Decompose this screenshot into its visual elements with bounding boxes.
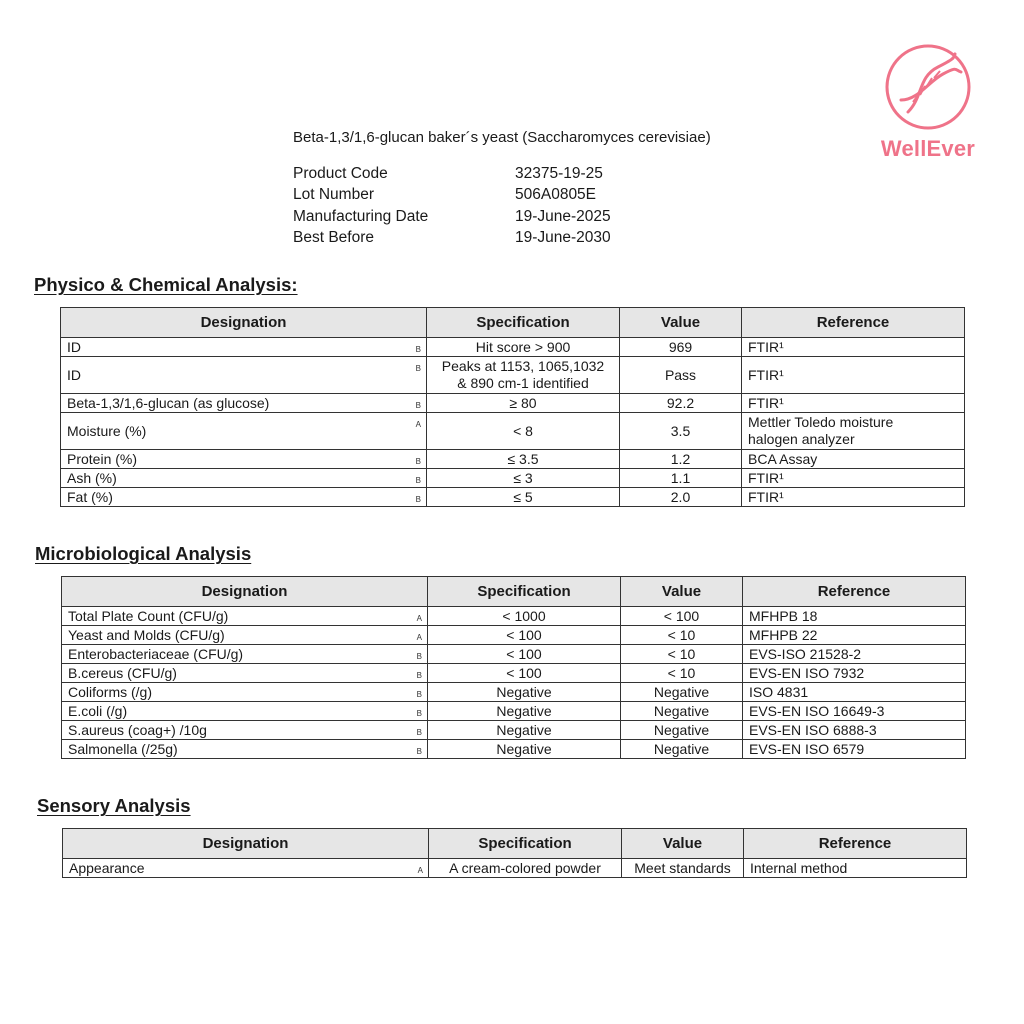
method-mark: B — [416, 747, 422, 756]
reference-cell — [743, 740, 966, 759]
value-cell — [621, 721, 743, 740]
method-mark: A — [416, 633, 422, 642]
designation-text: Enterobacteriaceae (CFU/g) — [68, 645, 244, 662]
value-text: < 100 — [663, 607, 700, 624]
method-mark: B — [415, 457, 421, 466]
section-title: Physico & Chemical Analysis: — [34, 274, 298, 295]
reference-cell — [742, 394, 965, 413]
specification-cell — [428, 740, 621, 759]
specification-text: < 100 — [506, 626, 542, 643]
reference-text: EVS-EN ISO 6579 — [749, 740, 865, 757]
info-label: Product Code — [293, 164, 388, 182]
table-row — [62, 645, 966, 664]
reference-text: EVS-EN ISO 7932 — [749, 664, 865, 681]
designation-text: Appearance — [69, 859, 145, 876]
value-text: 2.0 — [670, 488, 691, 505]
designation-cell — [62, 740, 428, 759]
method-mark: B — [416, 671, 422, 680]
table-row — [63, 859, 967, 878]
reference-text: MFHPB 18 — [749, 607, 818, 624]
table-header-row — [63, 829, 967, 859]
designation-text: Coliforms (/g) — [68, 683, 153, 700]
designation-text: Moisture (%) — [67, 422, 147, 439]
table-row — [62, 740, 966, 759]
designation-cell — [63, 859, 429, 878]
reference-cell — [742, 338, 965, 357]
dna-circle-icon — [883, 42, 973, 132]
table-row — [61, 394, 965, 413]
value-text: Negative — [653, 721, 710, 738]
reference-cell — [742, 469, 965, 488]
reference-cell — [743, 721, 966, 740]
specification-cell — [428, 645, 621, 664]
specification-text: < 8 — [513, 422, 533, 439]
designation-cell — [62, 721, 428, 740]
reference-text: EVS-EN ISO 16649-3 — [749, 702, 885, 719]
designation-cell — [61, 488, 427, 507]
value-cell — [621, 702, 743, 721]
value-cell — [621, 645, 743, 664]
info-value: 32375-19-25 — [515, 164, 603, 182]
designation-cell — [61, 338, 427, 357]
info-row — [293, 185, 611, 207]
designation-text: Salmonella (/25g) — [68, 740, 178, 757]
column-header-designation: Designation — [62, 577, 428, 607]
designation-cell — [61, 357, 427, 394]
specification-cell — [429, 859, 622, 878]
info-value: 19-June-2025 — [515, 207, 611, 225]
designation-text: B.cereus (CFU/g) — [68, 664, 177, 681]
specification-text: < 1000 — [502, 607, 546, 624]
value-cell — [620, 450, 742, 469]
designation-cell — [62, 664, 428, 683]
value-text: Meet standards — [634, 859, 731, 876]
info-label: Best Before — [293, 229, 374, 247]
specification-cell — [427, 488, 620, 507]
brand-logo — [872, 42, 984, 162]
method-mark: B — [415, 364, 421, 373]
value-text: Negative — [653, 740, 710, 757]
info-row — [293, 163, 611, 185]
reference-text: FTIR¹ — [748, 338, 784, 355]
specification-text: Peaks at 1153, 1065,1032 — [441, 358, 605, 374]
designation-text: E.coli (/g) — [68, 702, 128, 719]
reference-text: FTIR¹ — [748, 488, 784, 505]
value-cell — [620, 413, 742, 450]
info-value: 506A0805E — [515, 186, 597, 204]
physico-chemical-table — [60, 307, 965, 507]
specification-cell — [427, 469, 620, 488]
designation-cell — [62, 702, 428, 721]
specification-cell — [427, 450, 620, 469]
value-cell — [620, 394, 742, 413]
table-row — [61, 338, 965, 357]
table-row — [62, 664, 966, 683]
product-info — [293, 163, 611, 249]
table-row — [61, 450, 965, 469]
designation-text: ID — [67, 338, 81, 355]
table-row — [62, 626, 966, 645]
reference-text: ISO 4831 — [749, 683, 809, 700]
specification-text: Negative — [496, 683, 552, 700]
designation-text: Fat (%) — [67, 488, 113, 505]
specification-text: Negative — [496, 721, 552, 738]
column-header-value: Value — [621, 577, 743, 607]
designation-cell — [61, 394, 427, 413]
reference-cell — [743, 645, 966, 664]
value-text: 1.2 — [670, 450, 691, 467]
table-row — [62, 721, 966, 740]
designation-text: Total Plate Count (CFU/g) — [68, 607, 229, 624]
section-title: Microbiological Analysis — [35, 543, 252, 564]
reference-cell — [742, 450, 965, 469]
info-row — [293, 228, 611, 250]
reference-text: Internal method — [750, 859, 848, 876]
sensory-table — [62, 828, 967, 878]
reference-cell — [744, 859, 967, 878]
table-header-row — [62, 577, 966, 607]
designation-text: Protein (%) — [67, 450, 138, 467]
reference-text: Mettler Toledo moisture — [748, 414, 894, 430]
product-title: Beta-1,3/1,6-glucan baker´s yeast (Saccharomyces cerevisiae) — [293, 129, 711, 146]
method-mark: B — [415, 345, 421, 354]
designation-text: Beta-1,3/1,6-glucan (as glucose) — [67, 394, 270, 411]
method-mark: B — [416, 652, 422, 661]
value-cell — [620, 488, 742, 507]
reference-text: EVS-ISO 21528-2 — [749, 645, 862, 662]
value-text: 1.1 — [670, 469, 691, 486]
table-row — [62, 683, 966, 702]
value-cell — [621, 626, 743, 645]
value-cell — [620, 357, 742, 394]
specification-cell — [428, 664, 621, 683]
table-row — [61, 469, 965, 488]
reference-cell — [743, 683, 966, 702]
reference-cell — [742, 488, 965, 507]
value-cell — [621, 607, 743, 626]
column-header-reference: Reference — [742, 308, 965, 338]
specification-cell — [427, 413, 620, 450]
reference-text: MFHPB 22 — [749, 626, 818, 643]
reference-text: halogen analyzer — [748, 431, 855, 447]
specification-text: < 100 — [506, 645, 542, 662]
method-mark: B — [415, 476, 421, 485]
reference-cell — [743, 607, 966, 626]
table-row — [61, 357, 965, 394]
method-mark: B — [416, 728, 422, 737]
column-header-specification: Specification — [428, 577, 621, 607]
designation-text: ID — [67, 366, 81, 383]
info-label: Manufacturing Date — [293, 207, 429, 225]
designation-cell — [62, 645, 428, 664]
specification-cell — [427, 357, 620, 394]
designation-cell — [62, 607, 428, 626]
info-value: 19-June-2030 — [515, 229, 611, 247]
specification-text: Hit score > 900 — [475, 338, 571, 355]
column-header-value: Value — [622, 829, 744, 859]
brand-name: WellEver — [880, 136, 976, 161]
designation-cell — [61, 450, 427, 469]
table-row — [61, 413, 965, 450]
reference-text: FTIR¹ — [748, 366, 784, 383]
specification-cell — [428, 683, 621, 702]
info-label: Lot Number — [293, 186, 374, 204]
method-mark: B — [415, 495, 421, 504]
designation-text: Yeast and Molds (CFU/g) — [68, 626, 225, 643]
method-mark: A — [416, 614, 422, 623]
table-row — [62, 702, 966, 721]
method-mark: B — [415, 401, 421, 410]
value-cell — [621, 683, 743, 702]
microbiological-table — [61, 576, 966, 759]
column-header-designation: Designation — [63, 829, 429, 859]
value-cell — [622, 859, 744, 878]
reference-cell — [742, 413, 965, 450]
designation-cell — [62, 626, 428, 645]
specification-cell — [427, 394, 620, 413]
value-text: 92.2 — [666, 394, 695, 411]
reference-cell — [742, 357, 965, 394]
reference-text: FTIR¹ — [748, 394, 784, 411]
designation-cell — [61, 469, 427, 488]
reference-cell — [743, 664, 966, 683]
specification-cell — [428, 626, 621, 645]
column-header-specification: Specification — [427, 308, 620, 338]
designation-text: S.aureus (coag+) /10g — [68, 721, 207, 738]
value-text: Negative — [653, 702, 710, 719]
method-mark: A — [417, 866, 423, 875]
value-text: 3.5 — [670, 422, 691, 439]
reference-cell — [743, 626, 966, 645]
value-cell — [621, 740, 743, 759]
specification-cell — [428, 607, 621, 626]
designation-cell — [62, 683, 428, 702]
value-cell — [621, 664, 743, 683]
column-header-reference: Reference — [743, 577, 966, 607]
column-header-designation: Designation — [61, 308, 427, 338]
value-cell — [620, 469, 742, 488]
value-text: < 10 — [667, 626, 696, 643]
table-row — [61, 488, 965, 507]
value-cell — [620, 338, 742, 357]
specification-cell — [427, 338, 620, 357]
reference-text: FTIR¹ — [748, 469, 784, 486]
value-text: Negative — [653, 683, 710, 700]
value-text: Pass — [664, 366, 697, 383]
section-title: Sensory Analysis — [37, 795, 191, 816]
designation-text: Ash (%) — [67, 469, 117, 486]
column-header-reference: Reference — [744, 829, 967, 859]
specification-text: ≥ 80 — [509, 394, 537, 411]
method-mark: B — [416, 709, 422, 718]
specification-text: ≤ 5 — [513, 488, 533, 505]
specification-text: < 100 — [506, 664, 542, 681]
column-header-specification: Specification — [429, 829, 622, 859]
method-mark: A — [415, 420, 421, 429]
value-text: 969 — [668, 338, 693, 355]
specification-cell — [428, 721, 621, 740]
specification-text: A cream-colored powder — [449, 859, 601, 876]
reference-text: BCA Assay — [748, 450, 818, 467]
specification-text: & 890 cm-1 identified — [457, 375, 589, 391]
column-header-value: Value — [620, 308, 742, 338]
value-text: < 10 — [667, 664, 696, 681]
info-row — [293, 206, 611, 228]
reference-text: EVS-EN ISO 6888-3 — [749, 721, 877, 738]
specification-text: ≤ 3 — [513, 469, 533, 486]
specification-text: Negative — [496, 702, 552, 719]
specification-text: ≤ 3.5 — [507, 450, 539, 467]
value-text: < 10 — [667, 645, 696, 662]
designation-cell — [61, 413, 427, 450]
method-mark: B — [416, 690, 422, 699]
reference-cell — [743, 702, 966, 721]
specification-text: Negative — [496, 740, 552, 757]
specification-cell — [428, 702, 621, 721]
table-row — [62, 607, 966, 626]
table-header-row — [61, 308, 965, 338]
